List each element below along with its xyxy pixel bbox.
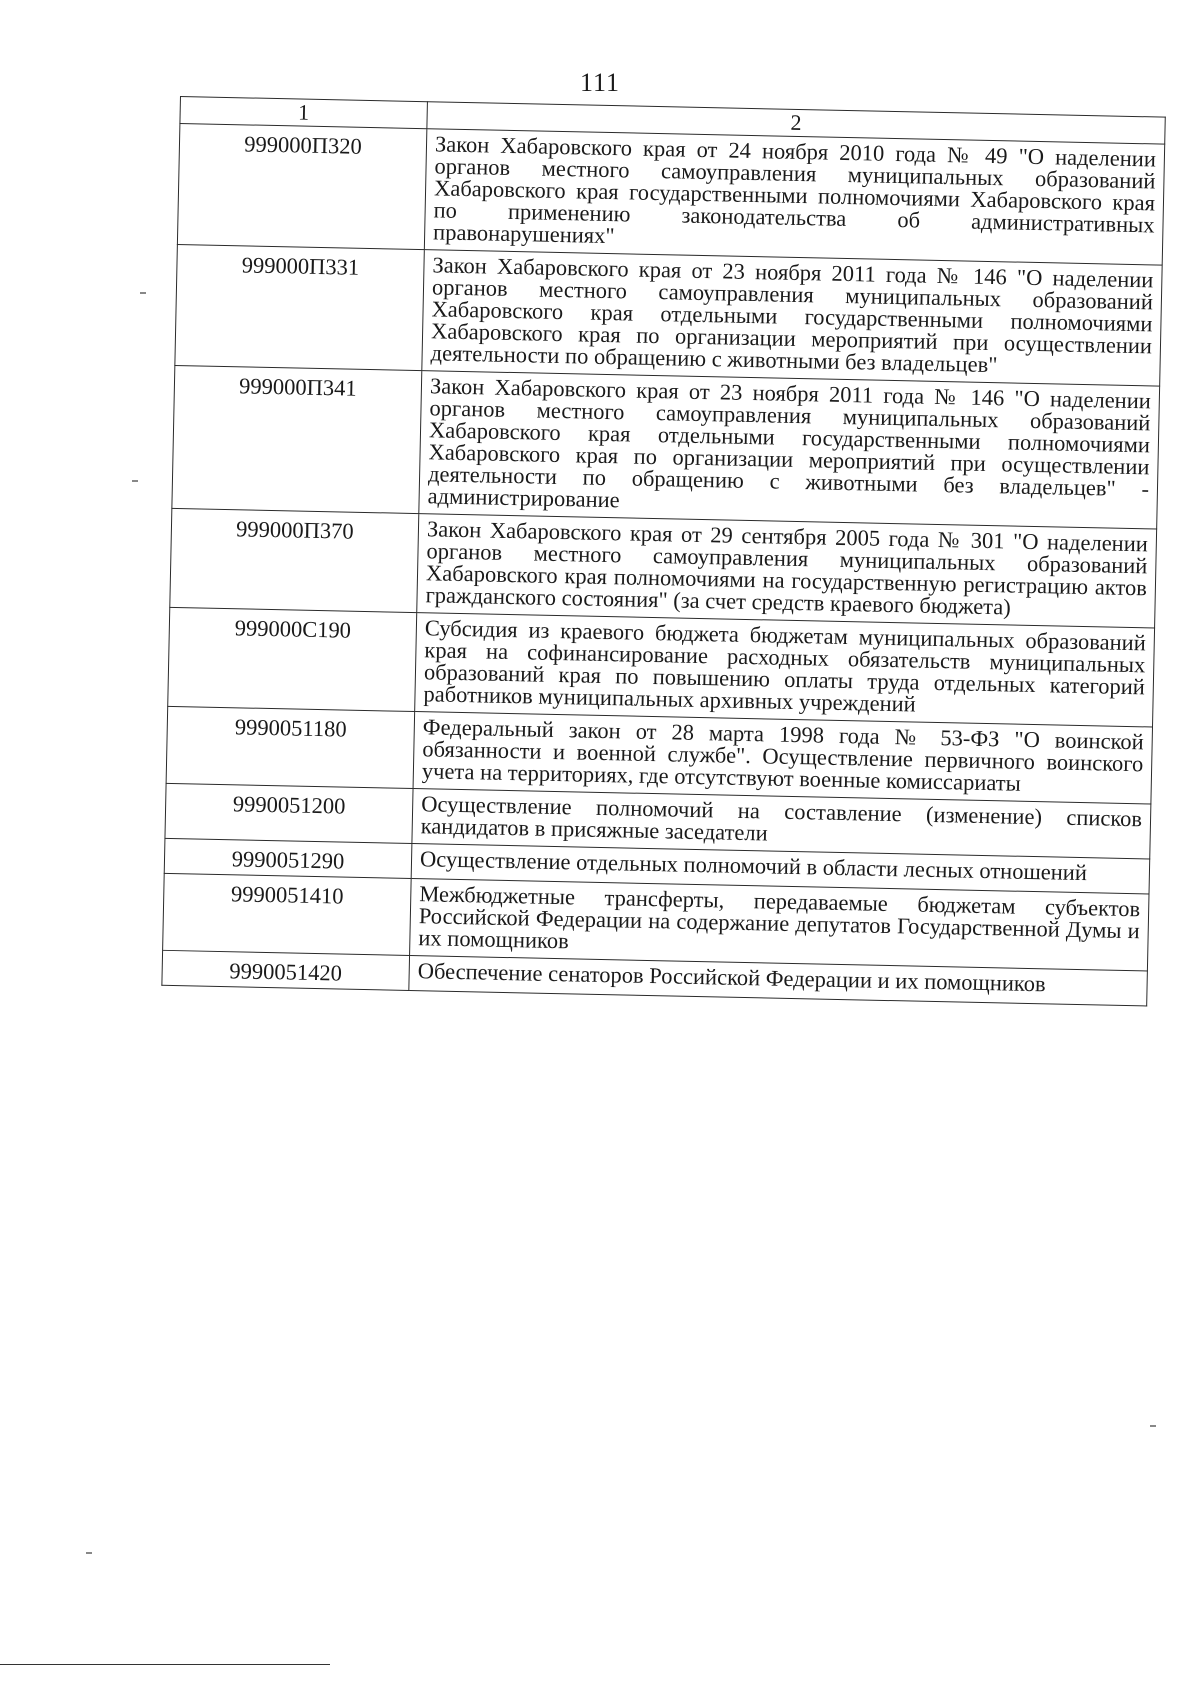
table-row (175, 244, 1162, 386)
row-code: 999000С190 (168, 607, 417, 711)
row-code: 999000П370 (170, 508, 419, 612)
scan-speck (140, 292, 146, 294)
row-code: 9990051200 (165, 783, 413, 843)
row-code: 999000П320 (177, 124, 426, 250)
row-code: 999000П341 (172, 365, 422, 513)
row-description: Субсидия из краевого бюджета бюджетам муниципальных образований края на софинансирование расходных обязательств муниципальных образований края по повышению оплаты труда отдельных категорий работников муниципальных архивных учреждений (415, 613, 1155, 727)
scan-speck (86, 1552, 92, 1554)
row-description: Осуществление полномочий на составление (изменение) списков кандидатов в присяжные заседатели (412, 789, 1151, 859)
table-row (177, 124, 1164, 266)
row-code: 9990051180 (166, 706, 415, 788)
row-description: Закон Хабаровского края от 29 сентября 2005 года № 301 "О наделении органов местного самоуправления муниципальных образований Хабаровского края полномочиями на государственную регистрацию актов гражданского состояния" (за счет средств краевого бюджета) (417, 514, 1157, 628)
column-header-2: 2 (427, 102, 1165, 144)
row-description: Закон Хабаровского края от 23 ноября 2011 года № 146 "О наделении органов местного самоуправления муниципальных образований Хабаровского края отдельными государственными полномочиями Хабаровского края по организации мероприятий при осуществлении деятельности по обращению с животными без владельцев" (422, 250, 1162, 386)
row-description: Закон Хабаровского края от 24 ноября 2010 года № 49 "О наделении органов местного самоуправления муниципальных образований Хабаровского края государственными полномочиями Хабаровского края по применению законодательства об административных правонарушениях" (424, 129, 1164, 265)
row-description: Закон Хабаровского края от 23 ноября 2011 года № 146 "О наделении органов местного самоуправления муниципальных образований Хабаровского края отдельными государственными полномочиями Хабаровского края по организации мероприятий при осуществлении деятельности по обращению с животными без владельцев" - администрирование (419, 371, 1160, 529)
budget-code-table (161, 96, 1165, 1006)
row-description: Федеральный закон от 28 марта 1998 года № 53-ФЗ "О воинской обязанности и военной службе". Осуществление первичного воинского учета на территориях, где отсутствуют военные комиссариаты (413, 712, 1152, 804)
page-number: 111 (579, 68, 621, 97)
row-description: Обеспечение сенаторов Российской Федерации и их помощников (409, 955, 1148, 1005)
footnote-separator-line (0, 1664, 330, 1665)
column-header-1: 1 (180, 97, 428, 129)
row-code: 9990051410 (163, 873, 412, 955)
row-code: 9990051290 (164, 838, 412, 878)
table-row (172, 365, 1160, 529)
row-description: Межбюджетные трансферты, передаваемые бюджетам субъектов Российской Федерации на содержание депутатов Государственной Думы и их помощников (410, 879, 1149, 971)
scan-speck (132, 480, 138, 482)
row-code: 999000П331 (175, 244, 424, 370)
row-description: Осуществление отдельных полномочий в области лесных отношений (411, 844, 1150, 894)
scan-speck (1150, 1425, 1156, 1427)
row-code: 9990051420 (162, 950, 410, 990)
